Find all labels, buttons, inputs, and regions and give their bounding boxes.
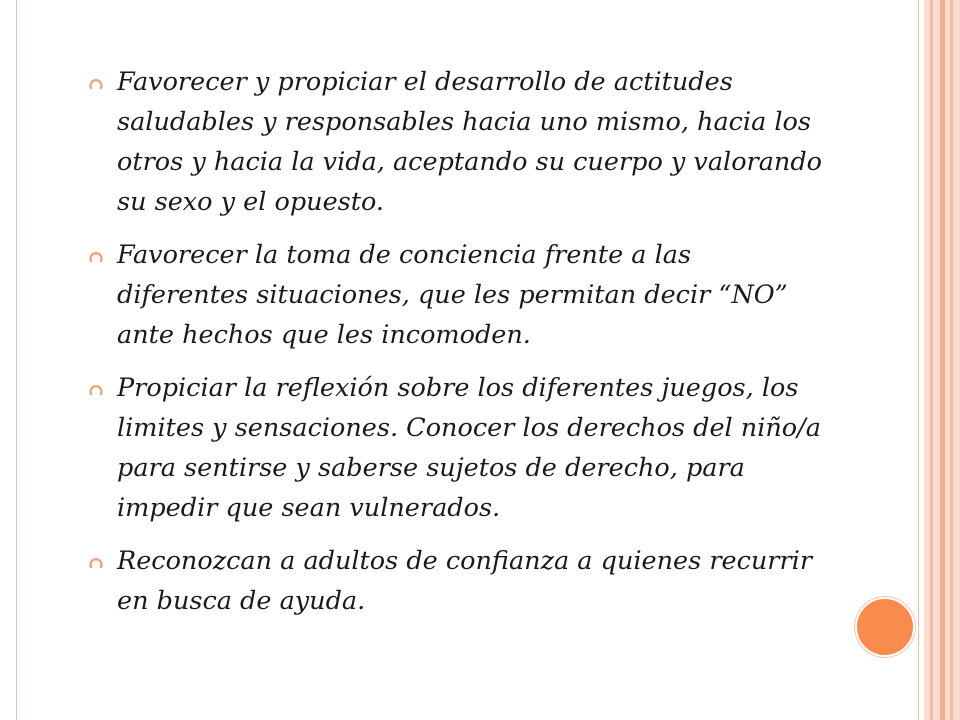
bullet-item: [86, 541, 826, 621]
hook-bullet-icon: [88, 249, 104, 265]
right-stripe: [930, 0, 933, 720]
right-stripe: [950, 0, 953, 720]
bullet-text: Favorecer la toma de conciencia frente a las diferentes situaciones, que les permitan decir “NO” ante hechos que les incomoden.: [117, 240, 788, 350]
frame-left-line: [16, 0, 17, 720]
frame-right-line: [918, 0, 919, 720]
bullet-text: Propiciar la reflexión sobre los diferentes juegos, los limites y sensaciones. Conocer los derechos del niño/a para sentirse y saberse sujetos de derecho, para impedir que sean vulnerados.: [117, 373, 821, 523]
bullet-item: [86, 235, 826, 355]
hook-bullet-icon: [88, 555, 104, 571]
right-stripe: [940, 0, 945, 720]
bullet-item: [86, 62, 826, 222]
hook-bullet-icon: [88, 76, 104, 92]
orange-circle-decoration: [855, 597, 915, 657]
bullet-list: [86, 62, 826, 634]
hook-bullet-icon: [88, 382, 104, 398]
bullet-item: [86, 368, 826, 528]
bullet-text: Favorecer y propiciar el desarrollo de actitudes saludables y responsables hacia uno mismo, hacia los otros y hacia la vida, aceptando su cuerpo y valorando su sexo y el opuesto.: [117, 67, 823, 217]
bullet-text: Reconozcan a adultos de confianza a quienes recurrir en busca de ayuda.: [117, 546, 813, 616]
